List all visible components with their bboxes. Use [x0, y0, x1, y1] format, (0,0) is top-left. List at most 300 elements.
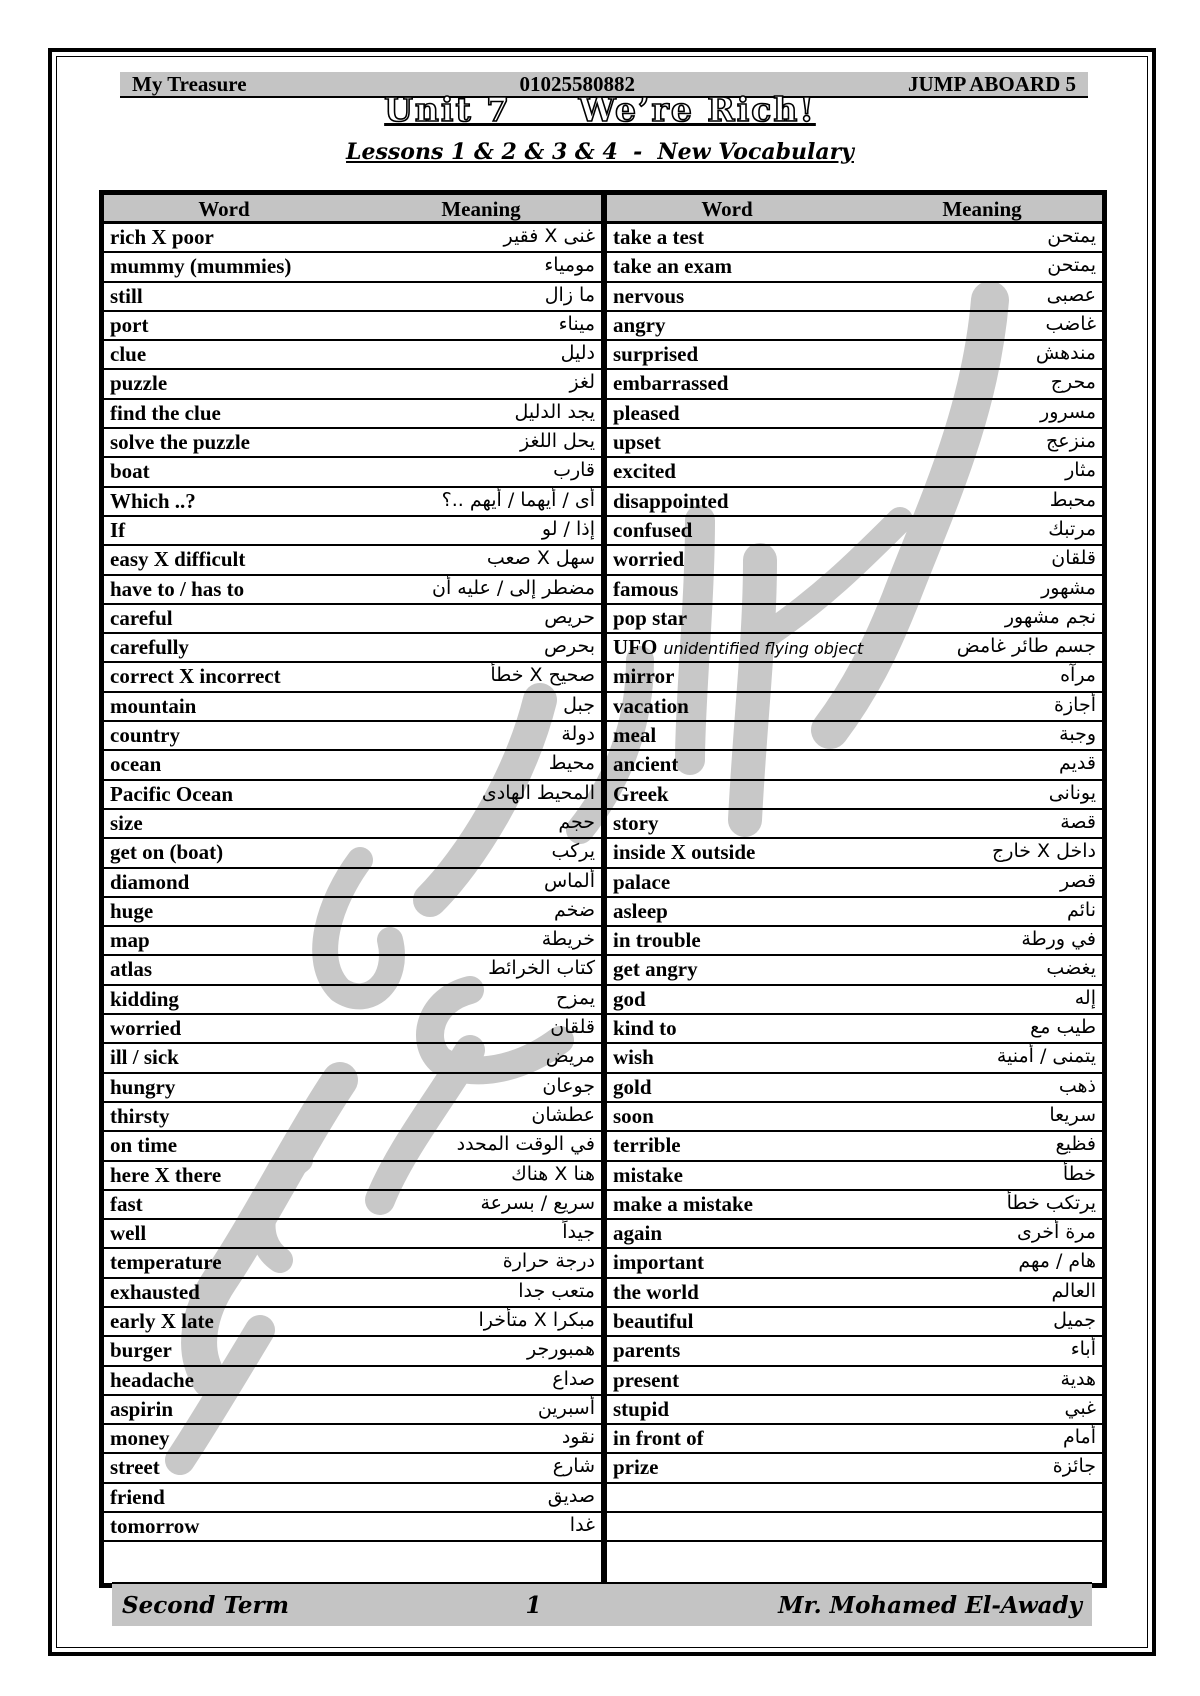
word-text: get on (boat)	[110, 840, 224, 865]
meaning-cell: إله	[1074, 986, 1096, 1009]
word-cell	[110, 664, 281, 689]
word-text: embarrassed	[613, 371, 729, 396]
meaning-cell: جوعان	[542, 1074, 595, 1097]
table-row	[104, 810, 601, 839]
table-row	[104, 546, 601, 575]
word-cell	[110, 547, 245, 572]
meaning-cell: أسبرين	[537, 1396, 595, 1419]
word-cell	[613, 1455, 658, 1480]
meaning-cell: المحيط الهادى	[481, 781, 595, 804]
table-row	[607, 869, 1102, 898]
meaning-cell: يغضب	[1046, 957, 1096, 980]
table-row	[104, 1279, 601, 1308]
header-meaning: Meaning	[942, 197, 1022, 221]
meaning-cell: يتمنى / أمنية	[996, 1045, 1096, 1068]
meaning-cell: فظيع	[1055, 1133, 1096, 1156]
word-cell	[110, 284, 143, 309]
table-row	[607, 663, 1102, 692]
word-cell	[613, 811, 659, 836]
word-text: important	[613, 1250, 704, 1275]
word-cell	[110, 987, 179, 1012]
table-row	[104, 1484, 601, 1513]
meaning-cell: جيداً	[562, 1221, 595, 1244]
table-row	[104, 956, 601, 985]
table-row	[607, 1162, 1102, 1191]
meaning-cell: أجازة	[1054, 693, 1096, 716]
page-number: 1	[525, 1591, 542, 1619]
meaning-cell: غبي	[1064, 1396, 1096, 1419]
word-cell	[110, 782, 233, 807]
word-text: god	[613, 986, 646, 1011]
meaning-cell: يمتحن	[1047, 225, 1096, 247]
table-row	[104, 1132, 601, 1161]
meaning-cell: هام / مهم	[1018, 1250, 1096, 1273]
word-cell	[110, 1485, 165, 1510]
meaning-cell: في ورطة	[1021, 928, 1096, 951]
word-text: atlas	[110, 957, 152, 982]
meaning-cell: مسرور	[1040, 400, 1096, 423]
table-row	[104, 1337, 601, 1366]
word-cell	[613, 664, 674, 689]
header-word: Word	[198, 197, 250, 221]
meaning-cell: صداع	[552, 1367, 595, 1390]
meaning-cell: يجد الدليل	[514, 400, 595, 423]
word-text: huge	[110, 898, 154, 923]
table-row	[104, 1044, 601, 1073]
table-row	[104, 429, 601, 458]
table-row	[607, 1308, 1102, 1337]
word-cell	[613, 254, 732, 279]
word-cell	[110, 1397, 173, 1422]
word-cell	[613, 1250, 704, 1275]
meaning-cell: مرآه	[1060, 664, 1096, 687]
meaning-cell: سهل X صعب	[486, 547, 595, 570]
word-text: confused	[613, 517, 693, 542]
meaning-cell: صحيح X خطأ	[490, 664, 595, 687]
table-row	[607, 898, 1102, 927]
table-row	[104, 1308, 601, 1337]
word-text: parents	[613, 1338, 681, 1363]
table-row	[104, 634, 601, 663]
word-text: again	[613, 1221, 663, 1246]
table-row	[607, 224, 1102, 253]
word-text: correct X incorrect	[110, 664, 281, 689]
word-cell	[110, 840, 223, 865]
word-cell	[110, 342, 146, 367]
word-cell	[613, 1133, 681, 1158]
word-cell	[110, 811, 143, 836]
word-text: burger	[110, 1338, 172, 1363]
right-rows	[607, 224, 1102, 1542]
word-text: take a test	[613, 225, 704, 249]
table-row	[607, 634, 1102, 663]
word-cell	[613, 987, 646, 1012]
meaning-cell: داخل X خارج	[992, 840, 1096, 863]
meaning-cell: عطشان	[531, 1103, 595, 1126]
meaning-cell: قديم	[1059, 752, 1096, 775]
word-text: disappointed	[613, 488, 729, 513]
table-row	[607, 693, 1102, 722]
table-row	[104, 1425, 601, 1454]
meaning-cell: جائزة	[1052, 1455, 1096, 1478]
table-row	[607, 781, 1102, 810]
vocabulary-table	[99, 190, 1107, 1588]
table-row	[104, 839, 601, 868]
word-text: solve the puzzle	[110, 430, 250, 455]
meaning-cell: مضطر إلى / عليه أن	[432, 576, 595, 599]
meaning-cell: أمام	[1062, 1426, 1096, 1449]
word-text: upset	[613, 430, 661, 455]
table-row	[104, 458, 601, 487]
word-text: nervous	[613, 283, 685, 308]
table-row	[607, 1337, 1102, 1366]
table-row	[104, 312, 601, 341]
word-text: ill / sick	[110, 1045, 179, 1070]
word-text: street	[110, 1455, 160, 1480]
meaning-cell: صديق	[547, 1484, 595, 1507]
meaning-cell: جميل	[1053, 1308, 1096, 1331]
meaning-cell: مومياء	[544, 254, 595, 277]
word-cell	[613, 840, 755, 865]
word-cell	[613, 284, 684, 309]
meaning-cell: محبط	[1049, 488, 1096, 511]
meaning-cell: درجة حرارة	[502, 1250, 595, 1273]
meaning-cell: مرة أخرى	[1016, 1221, 1096, 1244]
word-cell	[110, 1280, 200, 1305]
table-row	[104, 1367, 601, 1396]
table-row	[607, 839, 1102, 868]
table-row	[104, 517, 601, 546]
table-row	[104, 1513, 601, 1542]
meaning-cell: منزعج	[1046, 430, 1096, 453]
word-cell	[613, 547, 684, 572]
word-cell	[613, 1309, 694, 1334]
word-cell	[110, 1016, 181, 1041]
header-left: My Treasure	[132, 71, 247, 96]
word-cell	[110, 459, 150, 484]
word-text: country	[110, 723, 180, 748]
word-cell	[110, 254, 291, 279]
table-row	[104, 400, 601, 429]
meaning-cell: مريض	[545, 1045, 595, 1068]
word-text: worried	[613, 547, 685, 572]
table-row	[607, 488, 1102, 517]
word-cell	[110, 489, 196, 514]
meaning-cell: غاضب	[1045, 312, 1096, 335]
word-text: pop star	[613, 605, 688, 630]
meaning-cell: نائم	[1066, 898, 1096, 921]
meaning-cell: دولة	[561, 723, 595, 746]
meaning-cell: شارع	[552, 1455, 595, 1478]
table-row	[607, 370, 1102, 399]
meaning-cell: قصر	[1059, 869, 1096, 892]
table-row	[104, 1074, 601, 1103]
word-text: friend	[110, 1484, 165, 1509]
meaning-cell: خريطة	[541, 928, 595, 951]
word-text: map	[110, 928, 150, 953]
word-cell	[613, 782, 669, 807]
meaning-cell: مشهور	[1041, 576, 1096, 599]
table-row	[607, 1044, 1102, 1073]
word-text: famous	[613, 576, 679, 601]
meaning-cell: جبل	[563, 693, 595, 716]
table-row	[607, 1220, 1102, 1249]
table-row	[104, 1220, 601, 1249]
word-cell	[613, 723, 656, 748]
table-row	[104, 1249, 601, 1278]
table-row	[607, 1454, 1102, 1483]
left-table-header	[104, 195, 601, 224]
word-cell	[613, 1104, 654, 1129]
meaning-cell: ميناء	[558, 312, 595, 335]
word-text: Pacific Ocean	[110, 781, 234, 806]
word-cell	[613, 1426, 704, 1451]
word-text: mountain	[110, 693, 197, 718]
table-row	[104, 605, 601, 634]
table-row	[607, 1191, 1102, 1220]
meaning-cell: وجبة	[1059, 723, 1096, 746]
word-text: gold	[613, 1074, 652, 1099]
word-text: clue	[110, 342, 147, 367]
word-cell	[613, 430, 661, 455]
word-cell	[613, 928, 701, 953]
meaning-cell: نجم مشهور	[1004, 605, 1096, 628]
word-cell	[613, 1163, 683, 1188]
word-cell	[613, 489, 729, 514]
meaning-cell: قلقان	[550, 1016, 595, 1039]
meaning-cell: قصة	[1060, 810, 1096, 833]
table-row	[104, 224, 601, 253]
table-row	[104, 576, 601, 605]
word-text: fast	[110, 1191, 143, 1216]
table-row	[104, 986, 601, 1015]
word-text: take an exam	[613, 254, 732, 279]
word-cell	[613, 518, 692, 543]
table-row	[607, 986, 1102, 1015]
table-row	[607, 1279, 1102, 1308]
word-cell	[110, 371, 167, 396]
word-cell	[110, 518, 125, 543]
word-cell	[110, 870, 189, 895]
meaning-cell: متعب جدا	[518, 1279, 595, 1302]
word-note: unidentified flying object	[663, 639, 864, 659]
word-cell	[110, 1338, 172, 1363]
word-cell	[613, 1221, 662, 1246]
right-table-header	[607, 195, 1102, 224]
meaning-cell: محرج	[1050, 371, 1096, 394]
word-cell	[613, 371, 728, 396]
meaning-cell: دليل	[560, 342, 595, 365]
unit-title: Unit 7 We’re Rich!	[384, 90, 816, 129]
word-text: stupid	[613, 1396, 670, 1421]
table-row	[607, 1396, 1102, 1425]
meaning-cell: قلقان	[1051, 547, 1096, 570]
word-cell	[110, 577, 244, 602]
word-text: early X late	[110, 1308, 214, 1333]
meaning-cell: يمزح	[555, 986, 595, 1009]
word-cell	[110, 401, 221, 426]
meaning-cell: نقود	[561, 1426, 595, 1449]
word-cell	[110, 635, 189, 660]
word-text: vacation	[613, 693, 689, 718]
table-row	[607, 751, 1102, 780]
meaning-cell: غنى X فقير	[503, 225, 595, 247]
table-row	[607, 605, 1102, 634]
word-cell	[110, 313, 149, 338]
word-text: story	[613, 810, 659, 835]
word-text: soon	[613, 1103, 654, 1128]
meaning-cell: همبورجر	[527, 1338, 595, 1361]
word-text: still	[110, 283, 143, 308]
table-row	[607, 517, 1102, 546]
meaning-cell: بحرص	[543, 635, 595, 658]
table-row	[607, 722, 1102, 751]
word-cell	[613, 1192, 753, 1217]
table-row	[607, 400, 1102, 429]
table-row	[104, 283, 601, 312]
table-row	[104, 1396, 601, 1425]
header-word: Word	[701, 197, 753, 221]
word-cell	[613, 1397, 669, 1422]
word-text: get angry	[613, 957, 698, 982]
word-text: in trouble	[613, 928, 701, 953]
table-row	[607, 1367, 1102, 1396]
meaning-cell: يونانى	[1048, 781, 1096, 804]
word-cell	[613, 957, 698, 982]
word-cell	[613, 342, 698, 367]
table-row	[104, 781, 601, 810]
word-text: make a mistake	[613, 1191, 753, 1216]
word-cell	[110, 1455, 160, 1480]
word-text: Greek	[613, 781, 669, 806]
meaning-cell: هدية	[1060, 1367, 1096, 1390]
table-row	[607, 341, 1102, 370]
word-text: wish	[613, 1045, 654, 1070]
word-text: ancient	[613, 752, 679, 777]
left-column	[104, 195, 601, 1583]
table-row	[607, 1015, 1102, 1044]
meaning-cell: غدا	[569, 1514, 595, 1537]
meaning-cell: العالم	[1051, 1279, 1096, 1302]
word-text: Which ..?	[110, 488, 196, 513]
header-meaning: Meaning	[441, 197, 521, 221]
table-row	[104, 253, 601, 282]
meaning-cell: جسم طائر غامض	[956, 635, 1096, 658]
word-text: money	[110, 1426, 170, 1451]
word-text: careful	[110, 605, 173, 630]
word-cell	[613, 577, 678, 602]
word-text: on time	[110, 1133, 178, 1158]
meaning-cell: أباء	[1070, 1338, 1096, 1361]
word-text: beautiful	[613, 1308, 694, 1333]
table-row	[104, 1191, 601, 1220]
word-cell	[613, 1075, 652, 1100]
word-text: terrible	[613, 1133, 681, 1158]
word-text: palace	[613, 869, 671, 894]
word-text: have to / has to	[110, 576, 245, 601]
meaning-cell: ذهب	[1058, 1074, 1096, 1097]
word-cell	[110, 928, 150, 953]
table-row	[104, 1015, 601, 1044]
word-cell	[110, 1309, 214, 1334]
word-text: surprised	[613, 342, 699, 367]
table-row	[104, 341, 601, 370]
meaning-cell: مندهش	[1035, 342, 1096, 365]
meaning-cell: قارب	[553, 459, 595, 482]
word-cell	[613, 694, 689, 719]
meaning-cell: يحل اللغز	[520, 430, 595, 453]
word-text: kind to	[613, 1016, 677, 1041]
table-row	[607, 1513, 1102, 1542]
table-row	[607, 253, 1102, 282]
word-text: pleased	[613, 400, 680, 425]
table-row	[104, 1162, 601, 1191]
word-cell	[613, 313, 666, 338]
word-text: carefully	[110, 635, 189, 660]
word-text: angry	[613, 312, 666, 337]
table-row	[104, 927, 601, 956]
table-row	[607, 1103, 1102, 1132]
meaning-cell: سريع / بسرعة	[480, 1191, 595, 1214]
word-text: worried	[110, 1016, 182, 1041]
word-cell	[613, 1368, 679, 1393]
word-cell	[110, 723, 180, 748]
word-text: in front of	[613, 1426, 704, 1451]
word-text: UFO	[613, 635, 658, 660]
word-cell	[613, 1016, 677, 1041]
word-text: thirsty	[110, 1103, 170, 1128]
word-cell	[110, 606, 173, 631]
word-text: find the clue	[110, 400, 221, 425]
right-column	[607, 195, 1102, 1583]
table-row	[607, 1074, 1102, 1103]
word-text: mummy (mummies)	[110, 254, 292, 279]
word-cell	[110, 1163, 221, 1188]
table-row	[607, 546, 1102, 575]
word-cell	[613, 401, 680, 426]
word-cell	[613, 752, 678, 777]
word-text: exhausted	[110, 1279, 200, 1304]
word-text: ocean	[110, 752, 162, 777]
table-row	[104, 663, 601, 692]
word-cell	[110, 1221, 146, 1246]
word-text: rich X poor	[110, 225, 214, 249]
left-rows	[104, 224, 601, 1542]
word-cell	[613, 635, 863, 660]
word-cell	[110, 957, 152, 982]
table-row	[607, 1484, 1102, 1513]
meaning-cell: طيب مع	[1030, 1016, 1096, 1039]
table-row	[607, 429, 1102, 458]
word-text: boat	[110, 459, 150, 484]
table-row	[104, 1454, 601, 1483]
word-cell	[613, 899, 668, 924]
table-row	[607, 283, 1102, 312]
word-cell	[110, 225, 214, 250]
word-text: temperature	[110, 1250, 222, 1275]
meaning-cell: يمتحن	[1047, 254, 1096, 277]
word-text: mirror	[613, 664, 675, 689]
table-row	[607, 576, 1102, 605]
word-cell	[110, 1075, 175, 1100]
meaning-cell: ألماس	[543, 869, 595, 892]
table-row	[607, 312, 1102, 341]
word-text: present	[613, 1367, 680, 1392]
table-row	[607, 1425, 1102, 1454]
meaning-cell: إذا / لو	[541, 517, 595, 540]
header-phone: 01025580882	[519, 71, 635, 96]
word-text: puzzle	[110, 371, 168, 396]
